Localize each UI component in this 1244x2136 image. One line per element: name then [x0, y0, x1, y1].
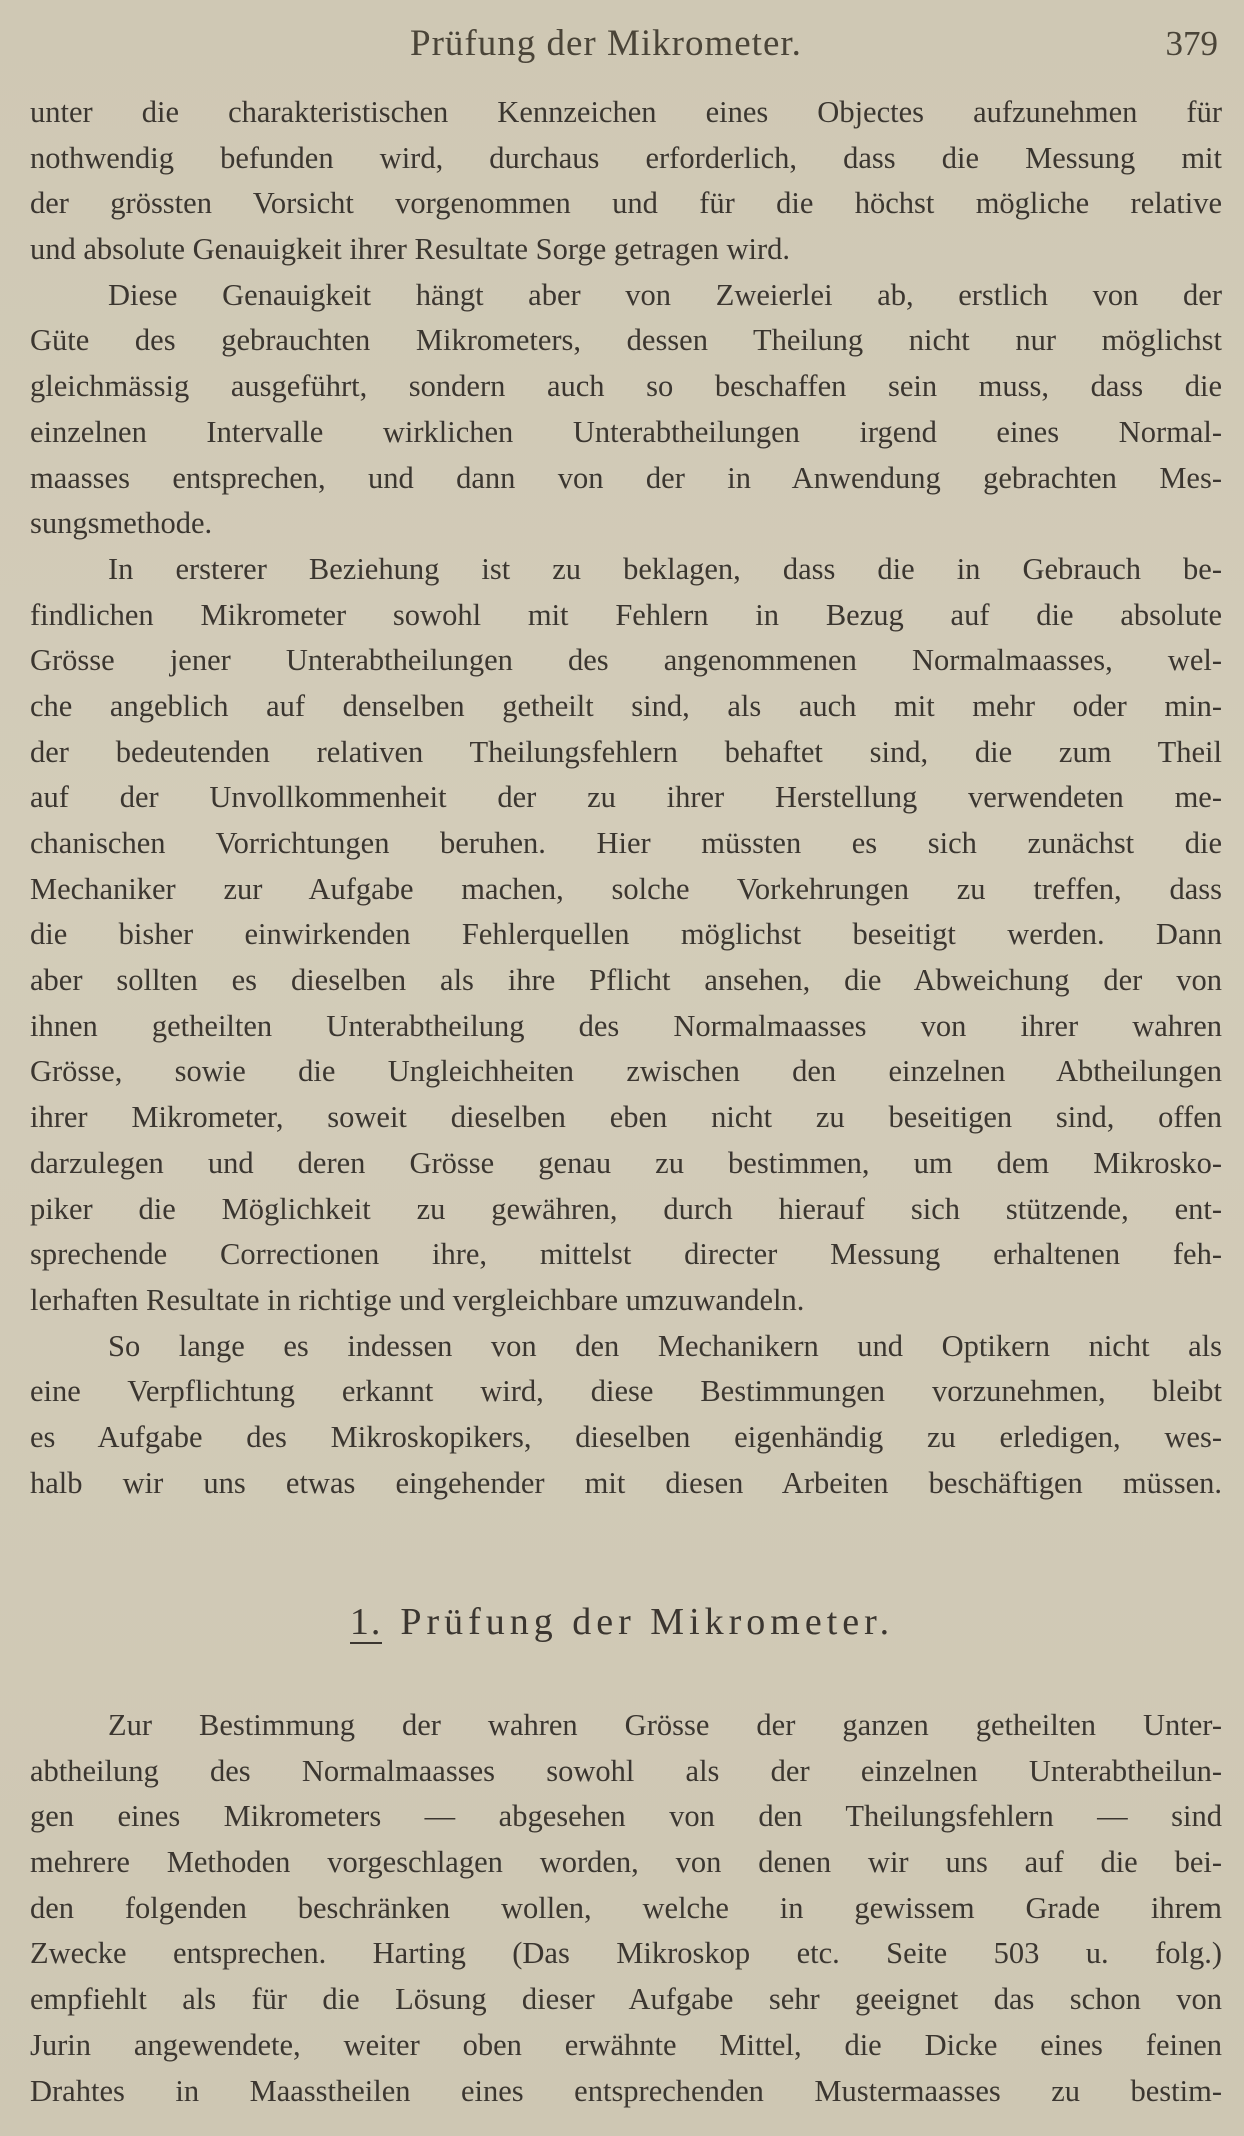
section-number: 1.: [349, 1601, 383, 1643]
text-line: che angeblich auf denselben getheilt sind, als auch mit mehr oder min-: [30, 688, 1222, 723]
text-line: der grössten Vorsicht vorgenommen und für die höchst mögliche relative: [30, 186, 1222, 221]
page-header: [0, 22, 1244, 72]
text-line: und absolute Genauigkeit ihrer Resultate Sorge getragen wird.: [30, 232, 791, 267]
text-line: Jurin angewendete, weiter oben erwähnte Mittel, die Dicke eines feinen: [30, 2027, 1222, 2062]
text-line: maasses entsprechen, und dann von der in Anwendung gebrachten Mes-: [30, 460, 1222, 495]
text-line: abtheilung des Normalmaasses sowohl als der einzelnen Unterabtheilun-: [30, 1753, 1222, 1788]
text-line: Zwecke entsprechen. Harting (Das Mikroskop etc. Seite 503 u. folg.): [30, 1936, 1222, 1971]
text-line: sprechende Correctionen ihre, mittelst directer Messung erhaltenen feh-: [30, 1237, 1222, 1272]
section-heading: [0, 1600, 1244, 1644]
text-line: Grösse jener Unterabtheilungen des angenommenen Normalmaasses, wel-: [30, 643, 1222, 678]
text-line: chanischen Vorrichtungen beruhen. Hier müssten es sich zunächst die: [30, 826, 1222, 860]
text-line: es Aufgabe des Mikroskopikers, dieselben eigenhändig zu erledigen, wes-: [30, 1419, 1222, 1454]
text-line: der bedeutenden relativen Theilungsfehlern behaftet sind, die zum Theil: [30, 734, 1222, 769]
text-line: halb wir uns etwas eingehender mit diesen Arbeiten beschäftigen müssen.: [30, 1465, 1222, 1500]
text-line: darzulegen und deren Grösse genau zu bestimmen, um dem Mikrosko-: [30, 1145, 1222, 1180]
section-body: [30, 1703, 1222, 2114]
text-line: Zur Bestimmung der wahren Grösse der ganzen getheilten Unter-: [108, 1708, 1222, 1742]
text-line: einzelnen Intervalle wirklichen Unterabtheilungen irgend eines Normal-: [30, 414, 1222, 449]
text-line: den folgenden beschränken wollen, welche in gewissem Grade ihrem: [30, 1890, 1222, 1925]
text-line: So lange es indessen von den Mechanikern und Optikern nicht als: [108, 1328, 1222, 1363]
text-line: piker die Möglichkeit zu gewähren, durch hierauf sich stützende, ent-: [30, 1191, 1222, 1226]
running-title: Prüfung der Mikrometer.: [410, 23, 802, 64]
text-line: gleichmässig ausgeführt, sondern auch so beschaffen sein muss, dass die: [30, 369, 1222, 404]
text-line: findlichen Mikrometer sowohl mit Fehlern in Bezug auf die absolute: [30, 597, 1222, 632]
text-line: auf der Unvollkommenheit der zu ihrer Herstellung verwendeten me-: [30, 780, 1222, 815]
text-line: Mechaniker zur Aufgabe machen, solche Vorkehrungen zu treffen, dass: [30, 871, 1222, 906]
text-line: empfiehlt als für die Lösung dieser Aufgabe sehr geeignet das schon von: [30, 1982, 1222, 2017]
text-line: die bisher einwirkenden Fehlerquellen möglichst beseitigt werden. Dann: [30, 917, 1222, 952]
text-line: aber sollten es dieselben als ihre Pflicht ansehen, die Abweichung der von: [30, 963, 1222, 998]
text-line: gen eines Mikrometers — abgesehen von den Theilungsfehlern — sind: [30, 1799, 1222, 1834]
text-line: Güte des gebrauchten Mikrometers, dessen Theilung nicht nur möglichst: [30, 323, 1222, 358]
text-line: Grösse, sowie die Ungleichheiten zwischen den einzelnen Abtheilungen: [30, 1054, 1222, 1089]
text-line: eine Verpflichtung erkannt wird, diese Bestimmungen vorzunehmen, bleibt: [30, 1374, 1222, 1409]
text-line: mehrere Methoden vorgeschlagen worden, von denen wir uns auf die bei-: [30, 1845, 1222, 1880]
text-line: Drahtes in Maasstheilen eines entsprechenden Mustermaasses zu bestim-: [30, 2073, 1222, 2108]
section-title: Prüfung der Mikrometer.: [400, 1601, 895, 1643]
text-line: sungsmethode.: [30, 506, 213, 541]
text-line: ihrer Mikrometer, soweit dieselben eben nicht zu beseitigen sind, offen: [30, 1100, 1222, 1135]
intro-paragraphs: [30, 90, 1222, 1506]
text-line: ihnen getheilten Unterabtheilung des Normalmaasses von ihrer wahren: [30, 1008, 1222, 1043]
page-number: 379: [1165, 24, 1218, 63]
text-line: nothwendig befunden wird, durchaus erforderlich, dass die Messung mit: [30, 140, 1222, 175]
text-line: unter die charakteristischen Kennzeichen eines Objectes aufzunehmen für: [30, 95, 1222, 129]
text-line: Diese Genauigkeit hängt aber von Zweierlei ab, erstlich von der: [108, 277, 1222, 312]
text-line: lerhaften Resultate in richtige und vergleichbare umzuwandeln.: [30, 1282, 805, 1317]
text-line: In ersterer Beziehung ist zu beklagen, dass die in Gebrauch be-: [108, 551, 1222, 586]
